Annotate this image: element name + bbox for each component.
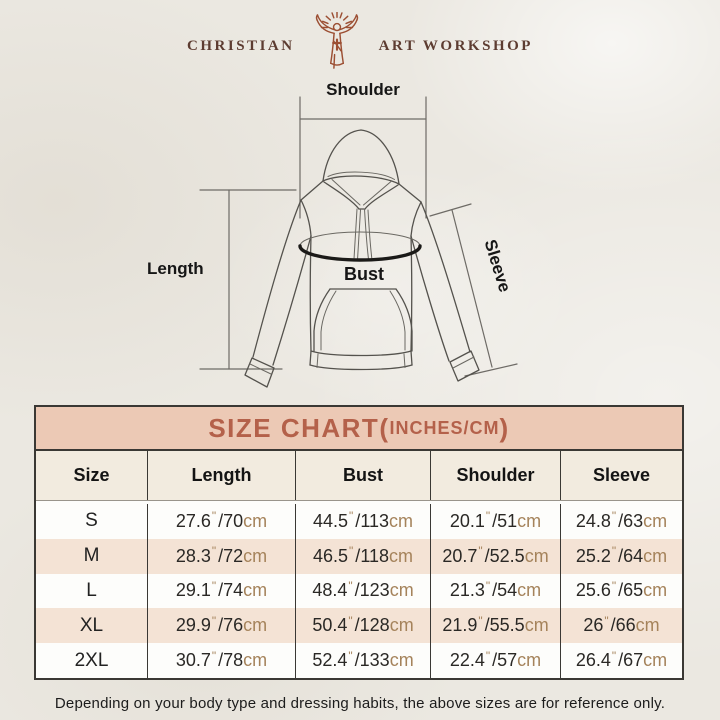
inches-value: 25.2 bbox=[575, 545, 611, 566]
value-separator: / bbox=[492, 650, 498, 671]
measurement-cell bbox=[560, 574, 682, 609]
cm-label: cm bbox=[524, 615, 549, 636]
cm-value: 74 bbox=[223, 580, 244, 601]
value-separator: / bbox=[354, 615, 360, 636]
measurement-cell bbox=[560, 643, 682, 678]
measurement-cell bbox=[560, 504, 682, 539]
measurement-cell bbox=[295, 539, 430, 574]
value-separator: / bbox=[610, 615, 616, 636]
inches-value: 46.5 bbox=[312, 545, 349, 566]
cm-value: 113 bbox=[360, 510, 390, 531]
size-chart-title-band bbox=[36, 407, 682, 451]
inch-mark: " bbox=[211, 578, 218, 593]
size-cell: 2XL bbox=[74, 649, 109, 671]
measurement-cell bbox=[147, 504, 295, 539]
hoodie-diagram bbox=[0, 75, 720, 405]
value-separator: / bbox=[618, 545, 624, 566]
length-label: Length bbox=[147, 259, 204, 278]
cm-value: 65 bbox=[623, 580, 644, 601]
inches-value: 30.7 bbox=[175, 650, 211, 671]
title-close-paren: ) bbox=[499, 413, 510, 443]
shoulder-label: Shoulder bbox=[326, 80, 400, 99]
measurement-cell bbox=[295, 608, 430, 643]
inches-value: 22.4 bbox=[449, 650, 485, 671]
cm-value: 118 bbox=[360, 545, 390, 566]
value-separator: / bbox=[484, 615, 490, 636]
value-separator: / bbox=[218, 545, 224, 566]
cm-label: cm bbox=[389, 510, 414, 531]
jesus-figure-icon bbox=[308, 12, 366, 74]
inch-mark: " bbox=[478, 544, 484, 559]
inches-value: 44.5 bbox=[312, 510, 349, 531]
cm-value: 128 bbox=[359, 615, 390, 636]
size-cell: S bbox=[85, 510, 98, 532]
measurement-cell bbox=[430, 608, 560, 643]
size-chart-title: SIZE CHART bbox=[208, 413, 380, 443]
inches-value: 27.6 bbox=[175, 510, 211, 531]
value-separator: / bbox=[618, 650, 624, 671]
column-header-bust: Bust bbox=[295, 451, 430, 500]
inch-mark: " bbox=[211, 544, 218, 559]
size-cell: L bbox=[86, 579, 97, 601]
table-row-l bbox=[36, 574, 682, 609]
measurement-cell bbox=[147, 608, 295, 643]
size-cell: XL bbox=[79, 614, 104, 636]
value-separator: / bbox=[218, 510, 224, 531]
cm-value: 123 bbox=[359, 580, 390, 601]
measurement-cell bbox=[147, 539, 295, 574]
cm-value: 55.5 bbox=[489, 615, 525, 636]
inch-mark: " bbox=[611, 578, 618, 593]
inch-mark: " bbox=[349, 509, 355, 524]
measurement-cell bbox=[430, 539, 560, 574]
cm-label: cm bbox=[643, 650, 668, 671]
inches-value: 21.9 bbox=[442, 615, 478, 636]
inch-mark: " bbox=[485, 578, 492, 593]
cm-label: cm bbox=[243, 510, 268, 531]
table-header-row bbox=[36, 451, 682, 501]
inches-value: 25.6 bbox=[575, 580, 611, 601]
inches-value: 26.4 bbox=[575, 650, 611, 671]
table-row-2xl bbox=[36, 643, 682, 678]
value-separator: / bbox=[484, 545, 490, 566]
value-separator: / bbox=[618, 510, 624, 531]
measurement-cell bbox=[560, 539, 682, 574]
value-separator: / bbox=[354, 580, 360, 601]
cm-label: cm bbox=[517, 580, 542, 601]
inches-value: 29.9 bbox=[175, 615, 211, 636]
measurement-cell bbox=[295, 574, 430, 609]
table-body bbox=[36, 504, 682, 678]
inch-mark: " bbox=[478, 613, 484, 628]
hoodie-outline bbox=[245, 130, 479, 387]
cm-label: cm bbox=[517, 510, 542, 531]
reference-note: Depending on your body type and dressing habits, the above sizes are for reference only. bbox=[54, 695, 666, 712]
inch-mark: " bbox=[211, 509, 218, 524]
cm-label: cm bbox=[635, 615, 660, 636]
cm-value: 54 bbox=[497, 580, 518, 601]
inch-mark: " bbox=[348, 613, 354, 628]
cm-label: cm bbox=[389, 580, 414, 601]
cm-value: 57 bbox=[497, 650, 518, 671]
table-row-m bbox=[36, 539, 682, 574]
cm-label: cm bbox=[643, 510, 668, 531]
inch-mark: " bbox=[211, 613, 218, 628]
measurement-cell bbox=[560, 608, 682, 643]
value-separator: / bbox=[618, 580, 624, 601]
inches-value: 20.1 bbox=[449, 510, 485, 531]
cm-label: cm bbox=[243, 545, 268, 566]
measurement-cell bbox=[295, 504, 430, 539]
inch-mark: " bbox=[604, 613, 610, 628]
inch-mark: " bbox=[611, 648, 618, 663]
inch-mark: " bbox=[349, 544, 355, 559]
cm-label: cm bbox=[389, 545, 414, 566]
value-separator: / bbox=[218, 650, 224, 671]
column-header-length: Length bbox=[147, 451, 295, 500]
value-separator: / bbox=[355, 545, 361, 566]
inch-mark: " bbox=[348, 648, 354, 663]
column-header-sleeve: Sleeve bbox=[560, 451, 682, 500]
brand-name-left: CHRISTIAN bbox=[187, 38, 295, 54]
inch-mark: " bbox=[348, 578, 354, 593]
bust-label: Bust bbox=[344, 264, 384, 284]
inches-value: 50.4 bbox=[312, 615, 348, 636]
cm-value: 78 bbox=[223, 650, 244, 671]
sleeve-label: Sleeve bbox=[480, 237, 515, 295]
measurement-cell bbox=[430, 643, 560, 678]
column-header-shoulder: Shoulder bbox=[430, 451, 560, 500]
cm-label: cm bbox=[524, 545, 549, 566]
title-open-paren: ( bbox=[379, 413, 390, 443]
cm-label: cm bbox=[389, 650, 414, 671]
inches-value: 20.7 bbox=[442, 545, 478, 566]
brand-logo bbox=[0, 12, 720, 74]
value-separator: / bbox=[355, 510, 361, 531]
cm-value: 63 bbox=[623, 510, 644, 531]
inches-value: 29.1 bbox=[175, 580, 211, 601]
inch-mark: " bbox=[611, 509, 618, 524]
inches-value: 24.8 bbox=[575, 510, 611, 531]
cm-label: cm bbox=[643, 545, 668, 566]
value-separator: / bbox=[354, 650, 360, 671]
measurement-cell bbox=[430, 574, 560, 609]
inch-mark: " bbox=[485, 648, 492, 663]
cm-value: 72 bbox=[223, 545, 244, 566]
cm-value: 67 bbox=[623, 650, 644, 671]
cm-value: 70 bbox=[223, 510, 244, 531]
cm-value: 133 bbox=[359, 650, 390, 671]
inch-mark: " bbox=[611, 544, 618, 559]
cm-label: cm bbox=[243, 580, 268, 601]
inches-value: 28.3 bbox=[175, 545, 211, 566]
cm-label: cm bbox=[517, 650, 542, 671]
inch-mark: " bbox=[485, 509, 492, 524]
cm-label: cm bbox=[389, 615, 414, 636]
size-chart-units: INCHES/CM bbox=[389, 418, 500, 438]
value-separator: / bbox=[492, 580, 498, 601]
cm-label: cm bbox=[643, 580, 668, 601]
value-separator: / bbox=[218, 615, 224, 636]
measurement-cell bbox=[430, 504, 560, 539]
cm-value: 64 bbox=[623, 545, 644, 566]
value-separator: / bbox=[492, 510, 498, 531]
value-separator: / bbox=[218, 580, 224, 601]
brand-name-right: ART WORKSHOP bbox=[378, 38, 533, 54]
measurement-cell bbox=[147, 643, 295, 678]
inch-mark: " bbox=[211, 648, 218, 663]
cm-value: 51 bbox=[497, 510, 518, 531]
inches-value: 26 bbox=[583, 615, 604, 636]
inches-value: 52.4 bbox=[312, 650, 348, 671]
cm-label: cm bbox=[243, 615, 268, 636]
inches-value: 21.3 bbox=[449, 580, 485, 601]
inches-value: 48.4 bbox=[312, 580, 348, 601]
measurement-cell bbox=[147, 574, 295, 609]
cm-label: cm bbox=[243, 650, 268, 671]
size-chart-table bbox=[34, 405, 684, 680]
size-cell: M bbox=[83, 545, 100, 567]
cm-value: 76 bbox=[223, 615, 244, 636]
measurement-cell bbox=[295, 643, 430, 678]
cm-value: 66 bbox=[615, 615, 636, 636]
table-row-xl bbox=[36, 608, 682, 643]
cm-value: 52.5 bbox=[489, 545, 525, 566]
table-row-s bbox=[36, 504, 682, 539]
column-header-size: Size bbox=[73, 465, 110, 485]
